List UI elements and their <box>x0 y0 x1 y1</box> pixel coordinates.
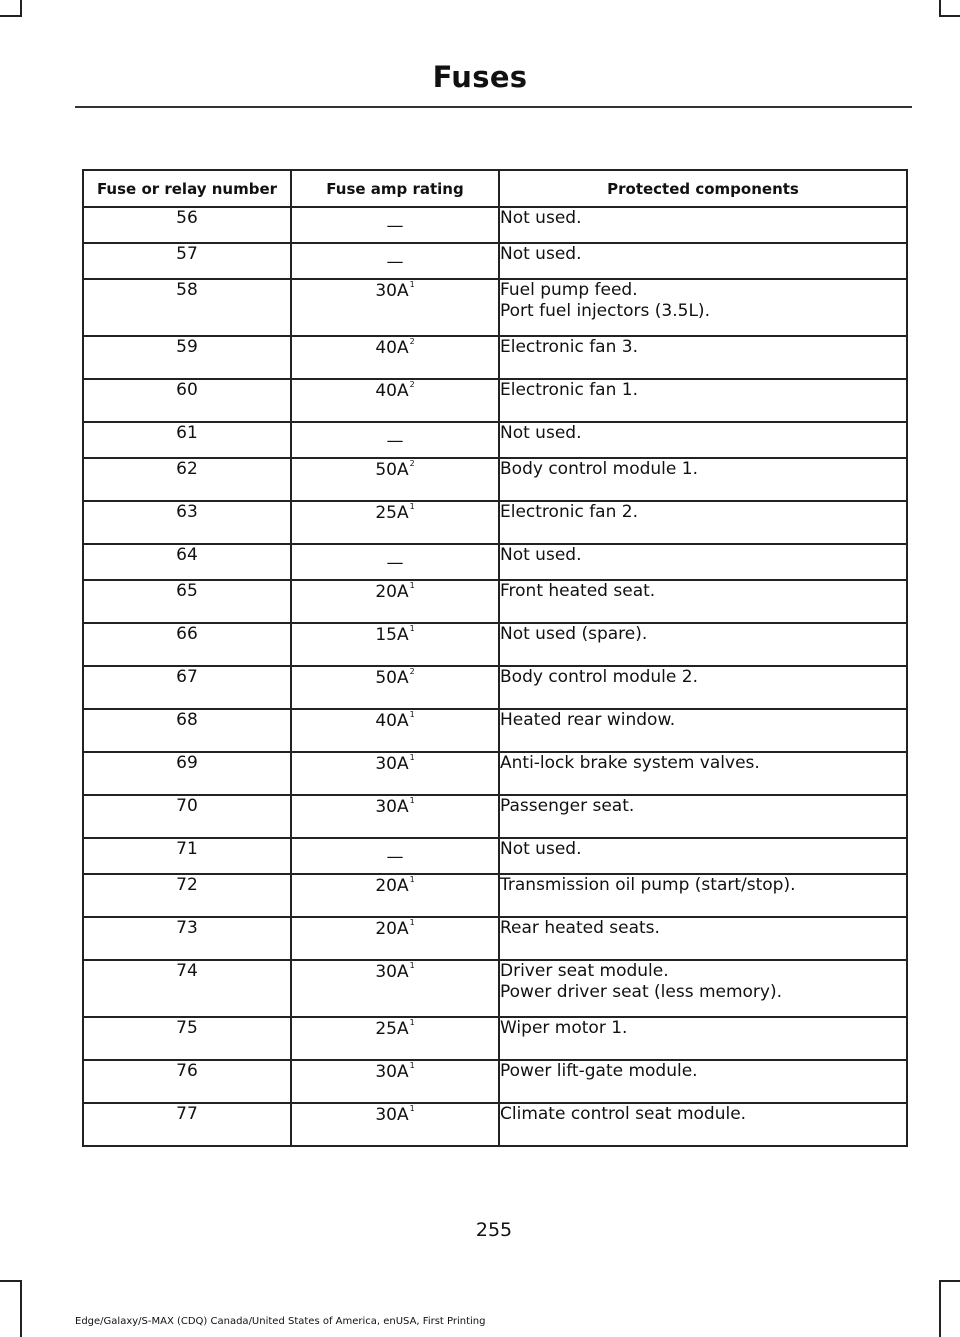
amp-rating-value: — <box>386 431 404 451</box>
component-text: Anti-lock brake system valves. <box>500 753 760 773</box>
fuse-number-cell: 62 <box>83 458 291 501</box>
footnote-marker: 1 <box>409 1061 415 1070</box>
table-row <box>83 207 907 243</box>
fuse-number-cell: 61 <box>83 422 291 458</box>
fuse-number-cell: 68 <box>83 709 291 752</box>
fuse-number-cell: 57 <box>83 243 291 279</box>
fuse-number-cell: 67 <box>83 666 291 709</box>
amp-rating-cell <box>291 580 499 623</box>
protected-components-cell <box>499 207 907 243</box>
amp-rating-cell <box>291 458 499 501</box>
amp-rating-cell <box>291 874 499 917</box>
protected-components-cell <box>499 1017 907 1060</box>
footnote-marker: 2 <box>409 380 415 389</box>
amp-rating-value: 20A <box>375 919 409 939</box>
component-text: Driver seat module. <box>500 961 669 981</box>
table-row <box>83 666 907 709</box>
amp-rating-value: 30A <box>375 1062 409 1082</box>
table-row <box>83 336 907 379</box>
amp-rating-value: 40A <box>375 711 409 731</box>
component-text: Power driver seat (less memory). <box>500 982 783 1002</box>
protected-components-cell <box>499 336 907 379</box>
amp-rating-value: 15A <box>375 625 409 645</box>
protected-components-cell <box>499 917 907 960</box>
table-row <box>83 874 907 917</box>
component-text: Passenger seat. <box>500 796 635 816</box>
component-text: Port fuel injectors (3.5L). <box>500 301 710 321</box>
amp-rating-value: 30A <box>375 281 409 301</box>
column-header-amp-rating: Fuse amp rating <box>291 170 499 207</box>
footnote-marker: 1 <box>409 502 415 511</box>
crop-mark-top-left <box>0 15 20 17</box>
table-row <box>83 709 907 752</box>
amp-rating-value: — <box>386 847 404 867</box>
footnote-marker: 2 <box>409 667 415 676</box>
fuse-number-cell: 72 <box>83 874 291 917</box>
fuse-number-cell: 56 <box>83 207 291 243</box>
amp-rating-value: 30A <box>375 1105 409 1125</box>
amp-rating-value: 20A <box>375 876 409 896</box>
fuse-number-cell: 77 <box>83 1103 291 1146</box>
footnote-marker: 1 <box>409 753 415 762</box>
component-text: Not used. <box>500 244 582 264</box>
footnote-marker: 1 <box>409 624 415 633</box>
amp-rating-cell <box>291 501 499 544</box>
table-row <box>83 580 907 623</box>
table-row <box>83 279 907 336</box>
crop-mark-bottom-right <box>939 1280 941 1337</box>
amp-rating-value: 25A <box>375 1019 409 1039</box>
fuse-number-cell: 74 <box>83 960 291 1017</box>
fuse-number-cell: 69 <box>83 752 291 795</box>
fuse-number-cell: 60 <box>83 379 291 422</box>
footnote-marker: 1 <box>409 875 415 884</box>
amp-rating-value: 50A <box>375 460 409 480</box>
footnote-marker: 1 <box>409 961 415 970</box>
component-text: Front heated seat. <box>500 581 656 601</box>
footnote-marker: 2 <box>409 337 415 346</box>
amp-rating-value: 50A <box>375 668 409 688</box>
component-text: Electronic fan 2. <box>500 502 639 522</box>
fuse-table-body <box>83 207 907 1146</box>
amp-rating-cell <box>291 544 499 580</box>
table-row <box>83 1017 907 1060</box>
amp-rating-cell <box>291 623 499 666</box>
table-row <box>83 501 907 544</box>
table-row <box>83 752 907 795</box>
amp-rating-cell <box>291 243 499 279</box>
footnote-marker: 1 <box>409 710 415 719</box>
fuse-number-cell: 64 <box>83 544 291 580</box>
amp-rating-value: — <box>386 216 404 236</box>
component-text: Electronic fan 3. <box>500 337 639 357</box>
component-text: Rear heated seats. <box>500 918 660 938</box>
protected-components-cell <box>499 580 907 623</box>
fuse-number-cell: 73 <box>83 917 291 960</box>
crop-mark-top-left <box>20 0 22 17</box>
table-row <box>83 422 907 458</box>
component-text: Not used (spare). <box>500 624 648 644</box>
amp-rating-cell <box>291 666 499 709</box>
fuse-table <box>82 169 908 1147</box>
amp-rating-value: 30A <box>375 962 409 982</box>
amp-rating-cell <box>291 1017 499 1060</box>
footnote-marker: 2 <box>409 459 415 468</box>
amp-rating-value: 40A <box>375 381 409 401</box>
crop-mark-bottom-left <box>20 1280 22 1337</box>
table-row <box>83 544 907 580</box>
amp-rating-cell <box>291 336 499 379</box>
table-row <box>83 795 907 838</box>
component-text: Body control module 1. <box>500 459 698 479</box>
amp-rating-cell <box>291 917 499 960</box>
column-header-protected-components: Protected components <box>499 170 907 207</box>
footnote-marker: 1 <box>409 918 415 927</box>
protected-components-cell <box>499 795 907 838</box>
amp-rating-value: — <box>386 553 404 573</box>
amp-rating-cell <box>291 960 499 1017</box>
component-text: Climate control seat module. <box>500 1104 747 1124</box>
component-text: Not used. <box>500 208 582 228</box>
table-header-row <box>83 170 907 207</box>
protected-components-cell <box>499 709 907 752</box>
component-text: Fuel pump feed. <box>500 280 638 300</box>
protected-components-cell <box>499 960 907 1017</box>
component-text: Transmission oil pump (start/stop). <box>500 875 796 895</box>
protected-components-cell <box>499 243 907 279</box>
protected-components-cell <box>499 458 907 501</box>
fuse-number-cell: 63 <box>83 501 291 544</box>
fuse-number-cell: 59 <box>83 336 291 379</box>
amp-rating-cell <box>291 279 499 336</box>
fuse-number-cell: 75 <box>83 1017 291 1060</box>
amp-rating-cell <box>291 207 499 243</box>
fuse-number-cell: 70 <box>83 795 291 838</box>
protected-components-cell <box>499 544 907 580</box>
crop-mark-top-right <box>940 15 960 17</box>
amp-rating-cell <box>291 709 499 752</box>
fuse-number-cell: 65 <box>83 580 291 623</box>
crop-mark-bottom-right <box>940 1280 960 1282</box>
protected-components-cell <box>499 623 907 666</box>
table-row <box>83 379 907 422</box>
protected-components-cell <box>499 279 907 336</box>
amp-rating-value: 30A <box>375 797 409 817</box>
amp-rating-cell <box>291 752 499 795</box>
table-row <box>83 243 907 279</box>
component-text: Not used. <box>500 839 582 859</box>
footnote-marker: 1 <box>409 280 415 289</box>
component-text: Heated rear window. <box>500 710 676 730</box>
page-number: 255 <box>475 1219 513 1241</box>
footnote-marker: 1 <box>409 796 415 805</box>
component-text: Not used. <box>500 545 582 565</box>
table-row <box>83 1103 907 1146</box>
protected-components-cell <box>499 422 907 458</box>
table-row <box>83 960 907 1017</box>
amp-rating-cell <box>291 1060 499 1103</box>
component-text: Body control module 2. <box>500 667 698 687</box>
protected-components-cell <box>499 752 907 795</box>
table-row <box>83 1060 907 1103</box>
amp-rating-cell <box>291 422 499 458</box>
fuse-number-cell: 76 <box>83 1060 291 1103</box>
protected-components-cell <box>499 838 907 874</box>
component-text: Wiper motor 1. <box>500 1018 628 1038</box>
table-row <box>83 458 907 501</box>
protected-components-cell <box>499 501 907 544</box>
column-header-fuse-number: Fuse or relay number <box>83 170 291 207</box>
footnote-marker: 1 <box>409 1104 415 1113</box>
header-rule <box>75 106 912 108</box>
amp-rating-value: 20A <box>375 582 409 602</box>
amp-rating-cell <box>291 379 499 422</box>
amp-rating-value: 30A <box>375 754 409 774</box>
amp-rating-cell <box>291 795 499 838</box>
amp-rating-value: 25A <box>375 503 409 523</box>
amp-rating-cell <box>291 1103 499 1146</box>
table-row <box>83 838 907 874</box>
footer-edition: Edge/Galaxy/S-MAX (CDQ) Canada/United States of America, enUSA, First Printing <box>75 1316 486 1327</box>
amp-rating-cell <box>291 838 499 874</box>
protected-components-cell <box>499 379 907 422</box>
component-text: Electronic fan 1. <box>500 380 639 400</box>
protected-components-cell <box>499 1103 907 1146</box>
fuse-number-cell: 66 <box>83 623 291 666</box>
amp-rating-value: 40A <box>375 338 409 358</box>
protected-components-cell <box>499 874 907 917</box>
footnote-marker: 1 <box>409 581 415 590</box>
footnote-marker: 1 <box>409 1018 415 1027</box>
protected-components-cell <box>499 1060 907 1103</box>
fuse-number-cell: 71 <box>83 838 291 874</box>
table-row <box>83 623 907 666</box>
protected-components-cell <box>499 666 907 709</box>
amp-rating-value: — <box>386 252 404 272</box>
crop-mark-top-right <box>939 0 941 17</box>
component-text: Power lift-gate module. <box>500 1061 698 1081</box>
page-title: Fuses <box>432 60 528 94</box>
table-row <box>83 917 907 960</box>
crop-mark-bottom-left <box>0 1280 20 1282</box>
fuse-number-cell: 58 <box>83 279 291 336</box>
component-text: Not used. <box>500 423 582 443</box>
